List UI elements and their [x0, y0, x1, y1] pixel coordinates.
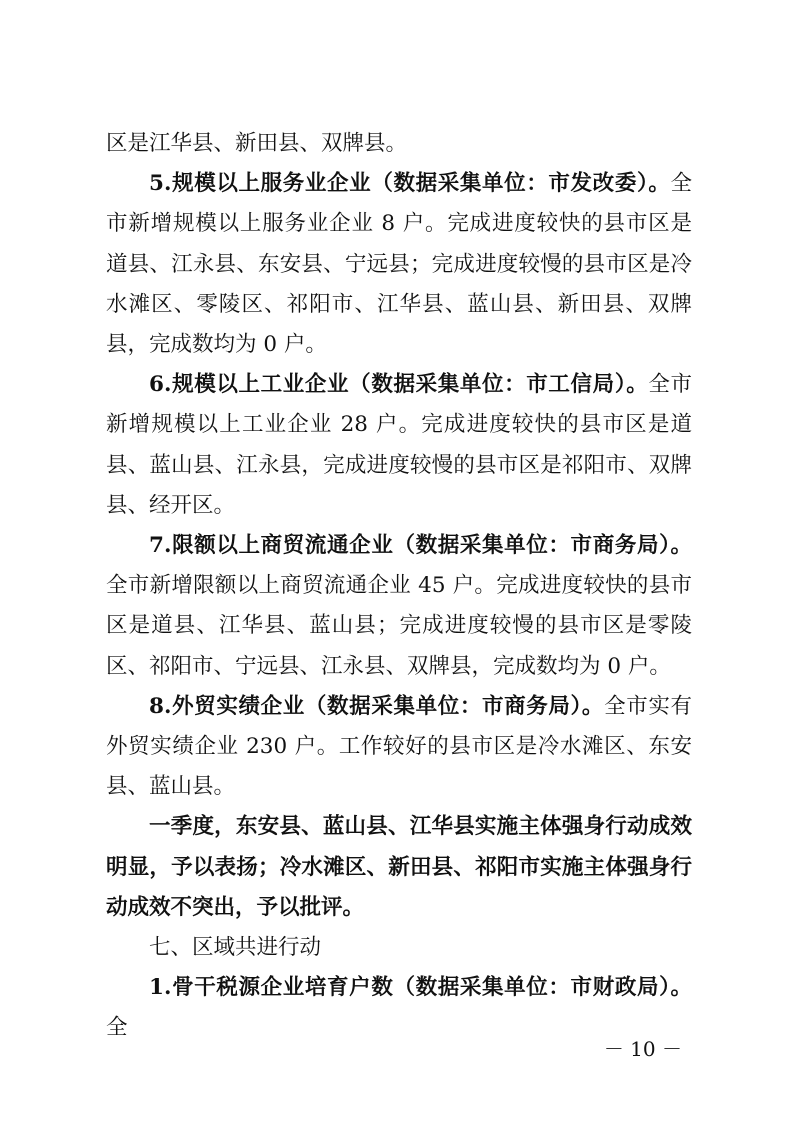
paragraph-heading: 8.外贸实绩企业（数据采集单位：市商务局）。 — [149, 693, 605, 719]
paragraph-continuation — [106, 124, 692, 164]
commendation-paragraph: 一季度，东安县、蓝山县、江华县实施主体强身行动成效明显，予以表扬；冷水滩区、新田县、祁阳市实施主体强身行动成效不突出，予以批评。 — [106, 814, 692, 920]
paragraph-text: 全 — [106, 1015, 128, 1041]
page-number: － 10 － — [603, 1037, 682, 1061]
paragraph-heading: 6.规模以上工业企业（数据采集单位：市工信局）。 — [149, 372, 649, 398]
paragraph-text: 区是江华县、新田县、双牌县。 — [106, 131, 408, 156]
paragraph-heading: 5.规模以上服务业企业（数据采集单位：市发改委）。 — [149, 171, 671, 197]
paragraph-text: 全市实有外贸实绩企业 230 户。工作较好的县市区是冷水滩区、东安县、蓝山县。 — [106, 693, 692, 800]
paragraph-text: 全市新增限额以上商贸流通企业 45 户。完成进度较快的县市区是道县、江华县、蓝山县；完成进度较慢的县市区是零陵区、祁阳市、宁远县、江永县、双牌县，完成数均为 0 户。 — [106, 573, 692, 679]
section-title: 七、区域共进行动 — [149, 935, 322, 961]
paragraph-foreign-trade-enterprises — [106, 687, 692, 808]
paragraph-commerce-enterprises — [106, 526, 692, 687]
paragraph-industrial-enterprises — [106, 365, 692, 526]
paragraph-heading: 1.骨干税源企业培育户数（数据采集单位：市财政局）。 — [149, 975, 692, 1001]
document-body — [106, 124, 692, 1049]
paragraph-heading: 7.限额以上商贸流通企业（数据采集单位：市商务局）。 — [149, 533, 692, 559]
paragraph-text: 全市新增规模以上工业企业 28 户。完成进度较快的县市区是道县、蓝山县、江永县，完成进度较慢的县市区是祁阳市、双牌县、经开区。 — [106, 372, 692, 518]
paragraph-service-enterprises — [106, 164, 692, 365]
paragraph-text: 全市新增规模以上服务业企业 8 户。完成进度较快的县市区是道县、江永县、东安县、宁远县；完成进度较慢的县市区是冷水滩区、零陵区、祁阳市、江华县、蓝山县、新田县、双牌县，完成数均为 0 户。 — [106, 171, 692, 358]
